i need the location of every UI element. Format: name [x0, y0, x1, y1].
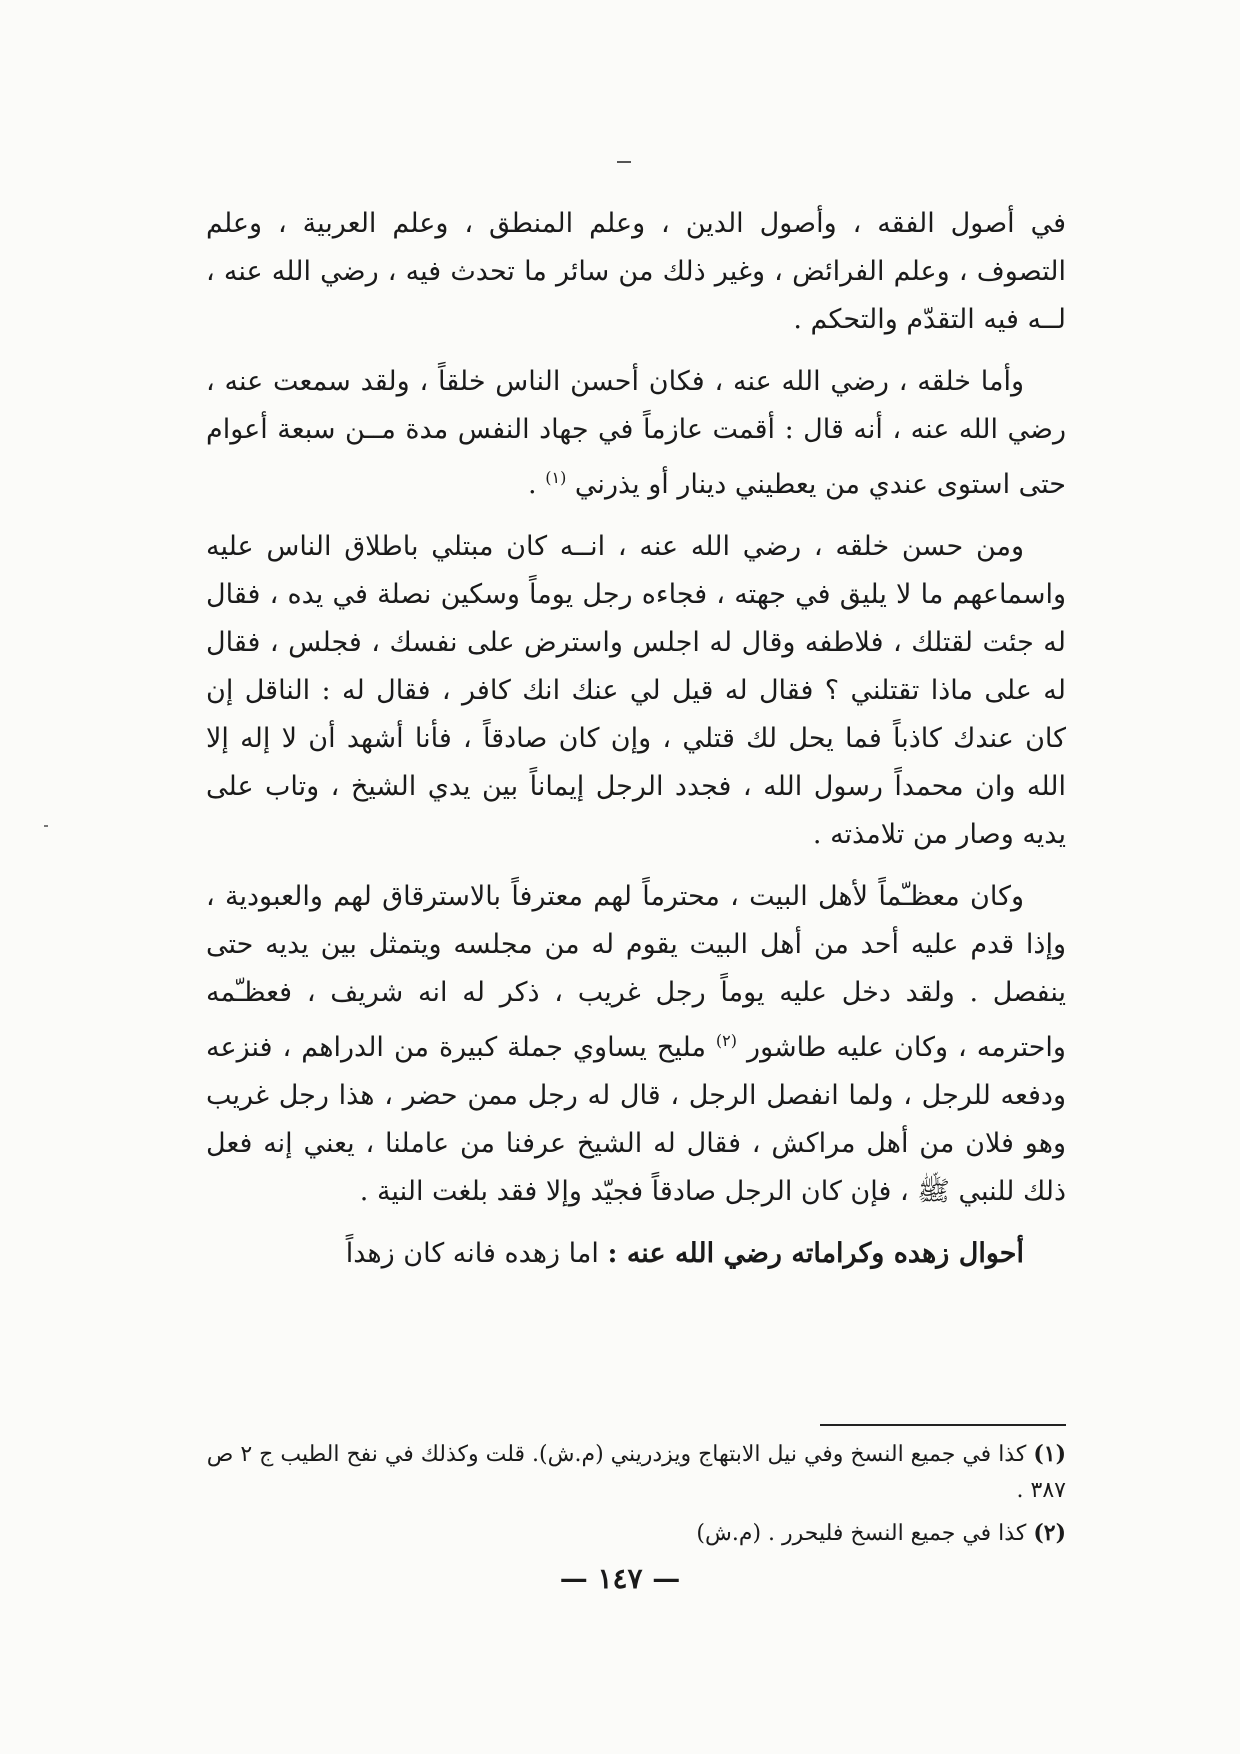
- paragraph-2-end: .: [528, 469, 537, 500]
- paragraph-3: [206, 523, 1066, 859]
- body-text: [206, 200, 1066, 1278]
- paragraph-1-text: في أصول الفقه ، وأصول الدين ، وعلم المنطق ، وعلم العربية ، وعلم التصوف ، وعلم الفرائض ، وغير ذلك من سائر ما تحدث فيه ، رضي الله عنه ، لــه فيه التقدّم والتحكم .: [206, 208, 1066, 335]
- footnotes: [206, 1436, 1066, 1558]
- footnote-2-text: كذا في جميع النسخ فليحرر . (م.ش): [696, 1521, 1027, 1546]
- paragraph-4-cont: مليح يساوي جملة كبيرة من الدراهم ، فنزعه ودفعه للرجل ، ولما انفصل الرجل ، قال له رجل ممن حضر ، هذا رجل غريب وهو فلان من أهل مراكش ، فقال له الشيخ عرفنا من عاملنا ، يعني إنه فعل ذلك للنبي ﷺ ، فإن كان الرجل صادقاً فجيّد وإلا فقد بلغت النية .: [206, 1032, 1066, 1207]
- paragraph-2-text: وأما خلقه ، رضي الله عنه ، فكان أحسن الناس خلقاً ، ولقد سمعت عنه ، رضي الله عنه ، أنه قال : أقمت عازماً في جهاد النفس مدة مــن سبعة أعوام حتى استوى عندي من يعطيني دينار أو يذرني: [206, 366, 1066, 500]
- footnote-1-marker: (١): [1033, 1441, 1066, 1467]
- paragraph-3-text: ومن حسن خلقه ، رضي الله عنه ، انــه كان مبتلي باطلاق الناس عليه واسماعهم ما لا يليق في جهته ، فجاءه رجل يوماً وسكين نصلة في يده ، فقال له جئت لقتلك ، فلاطفه وقال له اجلس واسترض على نفسك ، فجلس ، فقال له على ماذا تقتلني ؟ فقال له قيل لي عنك انك كافر ، فقال له : الناقل إن كان عندك كاذباً فما يحل لك قتلي ، وإن كان صادقاً ، فأنا أشهد أن لا إله إلا الله وان محمداً رسول الله ، فجدد الرجل إيماناً بين يدي الشيخ ، وتاب على يديه وصار من تلامذته .: [206, 531, 1067, 850]
- footnote-1: [206, 1436, 1066, 1509]
- footnote-ref-2: (٢): [715, 1031, 738, 1050]
- margin-speck: [44, 825, 48, 827]
- top-mark: [617, 161, 631, 163]
- page-number: — ١٤٧ —: [559, 1562, 681, 1595]
- paragraph-4: [206, 873, 1066, 1216]
- paragraph-1: [206, 200, 1066, 344]
- footnote-2-marker: (٢): [1033, 1520, 1066, 1546]
- footnote-1-text: كذا في جميع النسخ وفي نيل الابتهاج ويزدريني (م.ش). قلت وكذلك في نفح الطيب ج ٢ ص ٣٨٧ .: [206, 1442, 1066, 1503]
- section-heading: أحوال زهده وكراماته رضي الله عنه :: [607, 1238, 1024, 1269]
- footnote-2: [206, 1515, 1066, 1552]
- paragraph-4-text: وكان معظـّماً لأهل البيت ، محترماً لهم معترفاً بالاسترقاق لهم والعبودية ، وإذا قدم عليه أحد من أهل البيت يقوم له من مجلسه ويتمثل بين يديه حتى ينفصل . ولقد دخل عليه يوماً رجل غريب ، ذكر له انه شريف ، فعظـّمه واحترمه ، وكان عليه طاشور: [206, 881, 1066, 1063]
- footnote-ref-1: (١): [545, 468, 567, 487]
- section-text: اما زهده فانه كان زهداً: [345, 1238, 599, 1269]
- footnote-rule: [820, 1424, 1066, 1426]
- section-line: [206, 1230, 1066, 1278]
- paragraph-2: [206, 358, 1066, 509]
